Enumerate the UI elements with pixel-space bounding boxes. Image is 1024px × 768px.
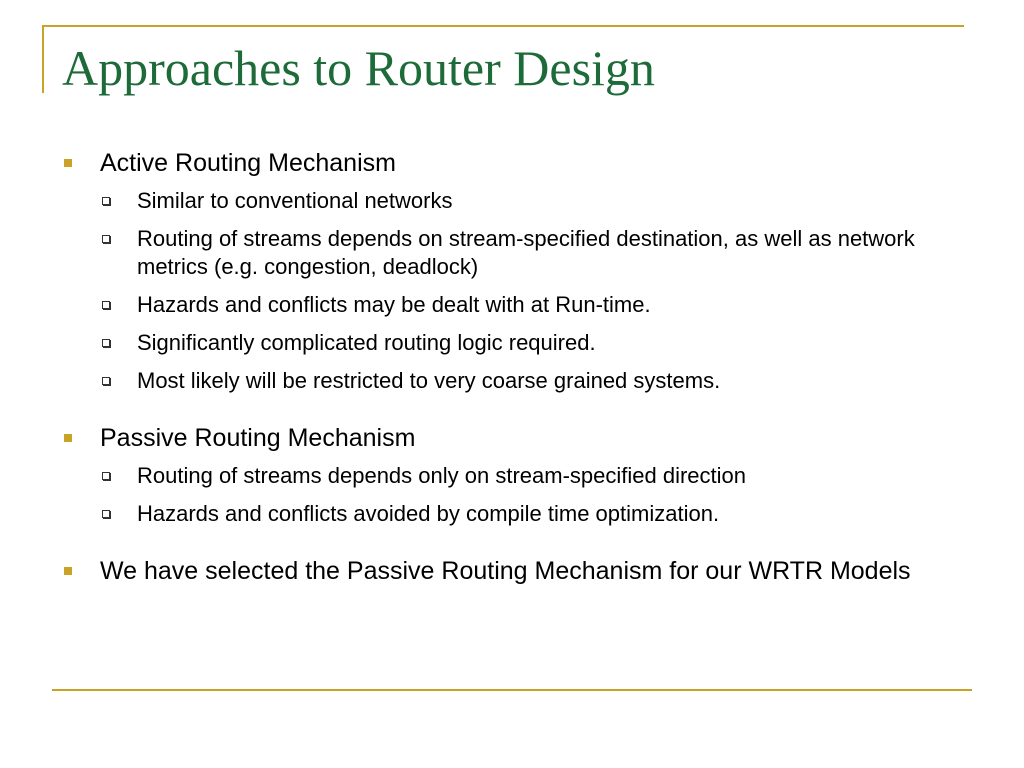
active-routing-sublist xyxy=(62,187,972,395)
hollow-square-bullet-icon xyxy=(102,472,110,480)
section-selection xyxy=(62,556,972,587)
hollow-square-bullet-icon xyxy=(102,301,110,309)
hollow-square-bullet-icon xyxy=(102,510,110,518)
sub-bullet-text: Routing of streams depends only on stream-specified direction xyxy=(137,463,746,488)
passive-routing-sublist xyxy=(62,462,972,528)
sub-bullet-text: Hazards and conflicts may be dealt with at Run-time. xyxy=(137,292,651,317)
square-bullet-icon xyxy=(64,567,72,575)
bullet-active-routing xyxy=(62,148,972,179)
sub-bullet xyxy=(62,500,972,528)
bullet-text: Active Routing Mechanism xyxy=(100,149,396,177)
sub-bullet xyxy=(62,462,972,490)
sub-bullet xyxy=(62,329,972,357)
slide-title: Approaches to Router Design xyxy=(62,40,655,96)
hollow-square-bullet-icon xyxy=(102,339,110,347)
sub-bullet xyxy=(62,225,972,281)
bullet-text: Passive Routing Mechanism xyxy=(100,424,416,452)
sub-bullet-text: Routing of streams depends on stream-specified destination, as well as network metrics (e.g. congestion, deadlock) xyxy=(137,226,915,279)
hollow-square-bullet-icon xyxy=(102,377,110,385)
slide-content xyxy=(62,148,972,615)
sub-bullet xyxy=(62,367,972,395)
sub-bullet-text: Significantly complicated routing logic required. xyxy=(137,330,596,355)
bottom-rule xyxy=(52,689,972,691)
square-bullet-icon xyxy=(64,159,72,167)
section-passive-routing xyxy=(62,423,972,528)
bullet-selection xyxy=(62,556,972,587)
sub-bullet xyxy=(62,291,972,319)
sub-bullet xyxy=(62,187,972,215)
bullet-text: We have selected the Passive Routing Mechanism for our WRTR Models xyxy=(100,557,911,585)
sub-bullet-text: Hazards and conflicts avoided by compile time optimization. xyxy=(137,501,720,526)
square-bullet-icon xyxy=(64,434,72,442)
hollow-square-bullet-icon xyxy=(102,235,110,243)
sub-bullet-text: Similar to conventional networks xyxy=(137,188,453,213)
left-rule xyxy=(42,25,44,93)
bullet-passive-routing xyxy=(62,423,972,454)
section-active-routing xyxy=(62,148,972,395)
sub-bullet-text: Most likely will be restricted to very coarse grained systems. xyxy=(137,368,721,393)
top-rule xyxy=(42,25,964,27)
hollow-square-bullet-icon xyxy=(102,197,110,205)
